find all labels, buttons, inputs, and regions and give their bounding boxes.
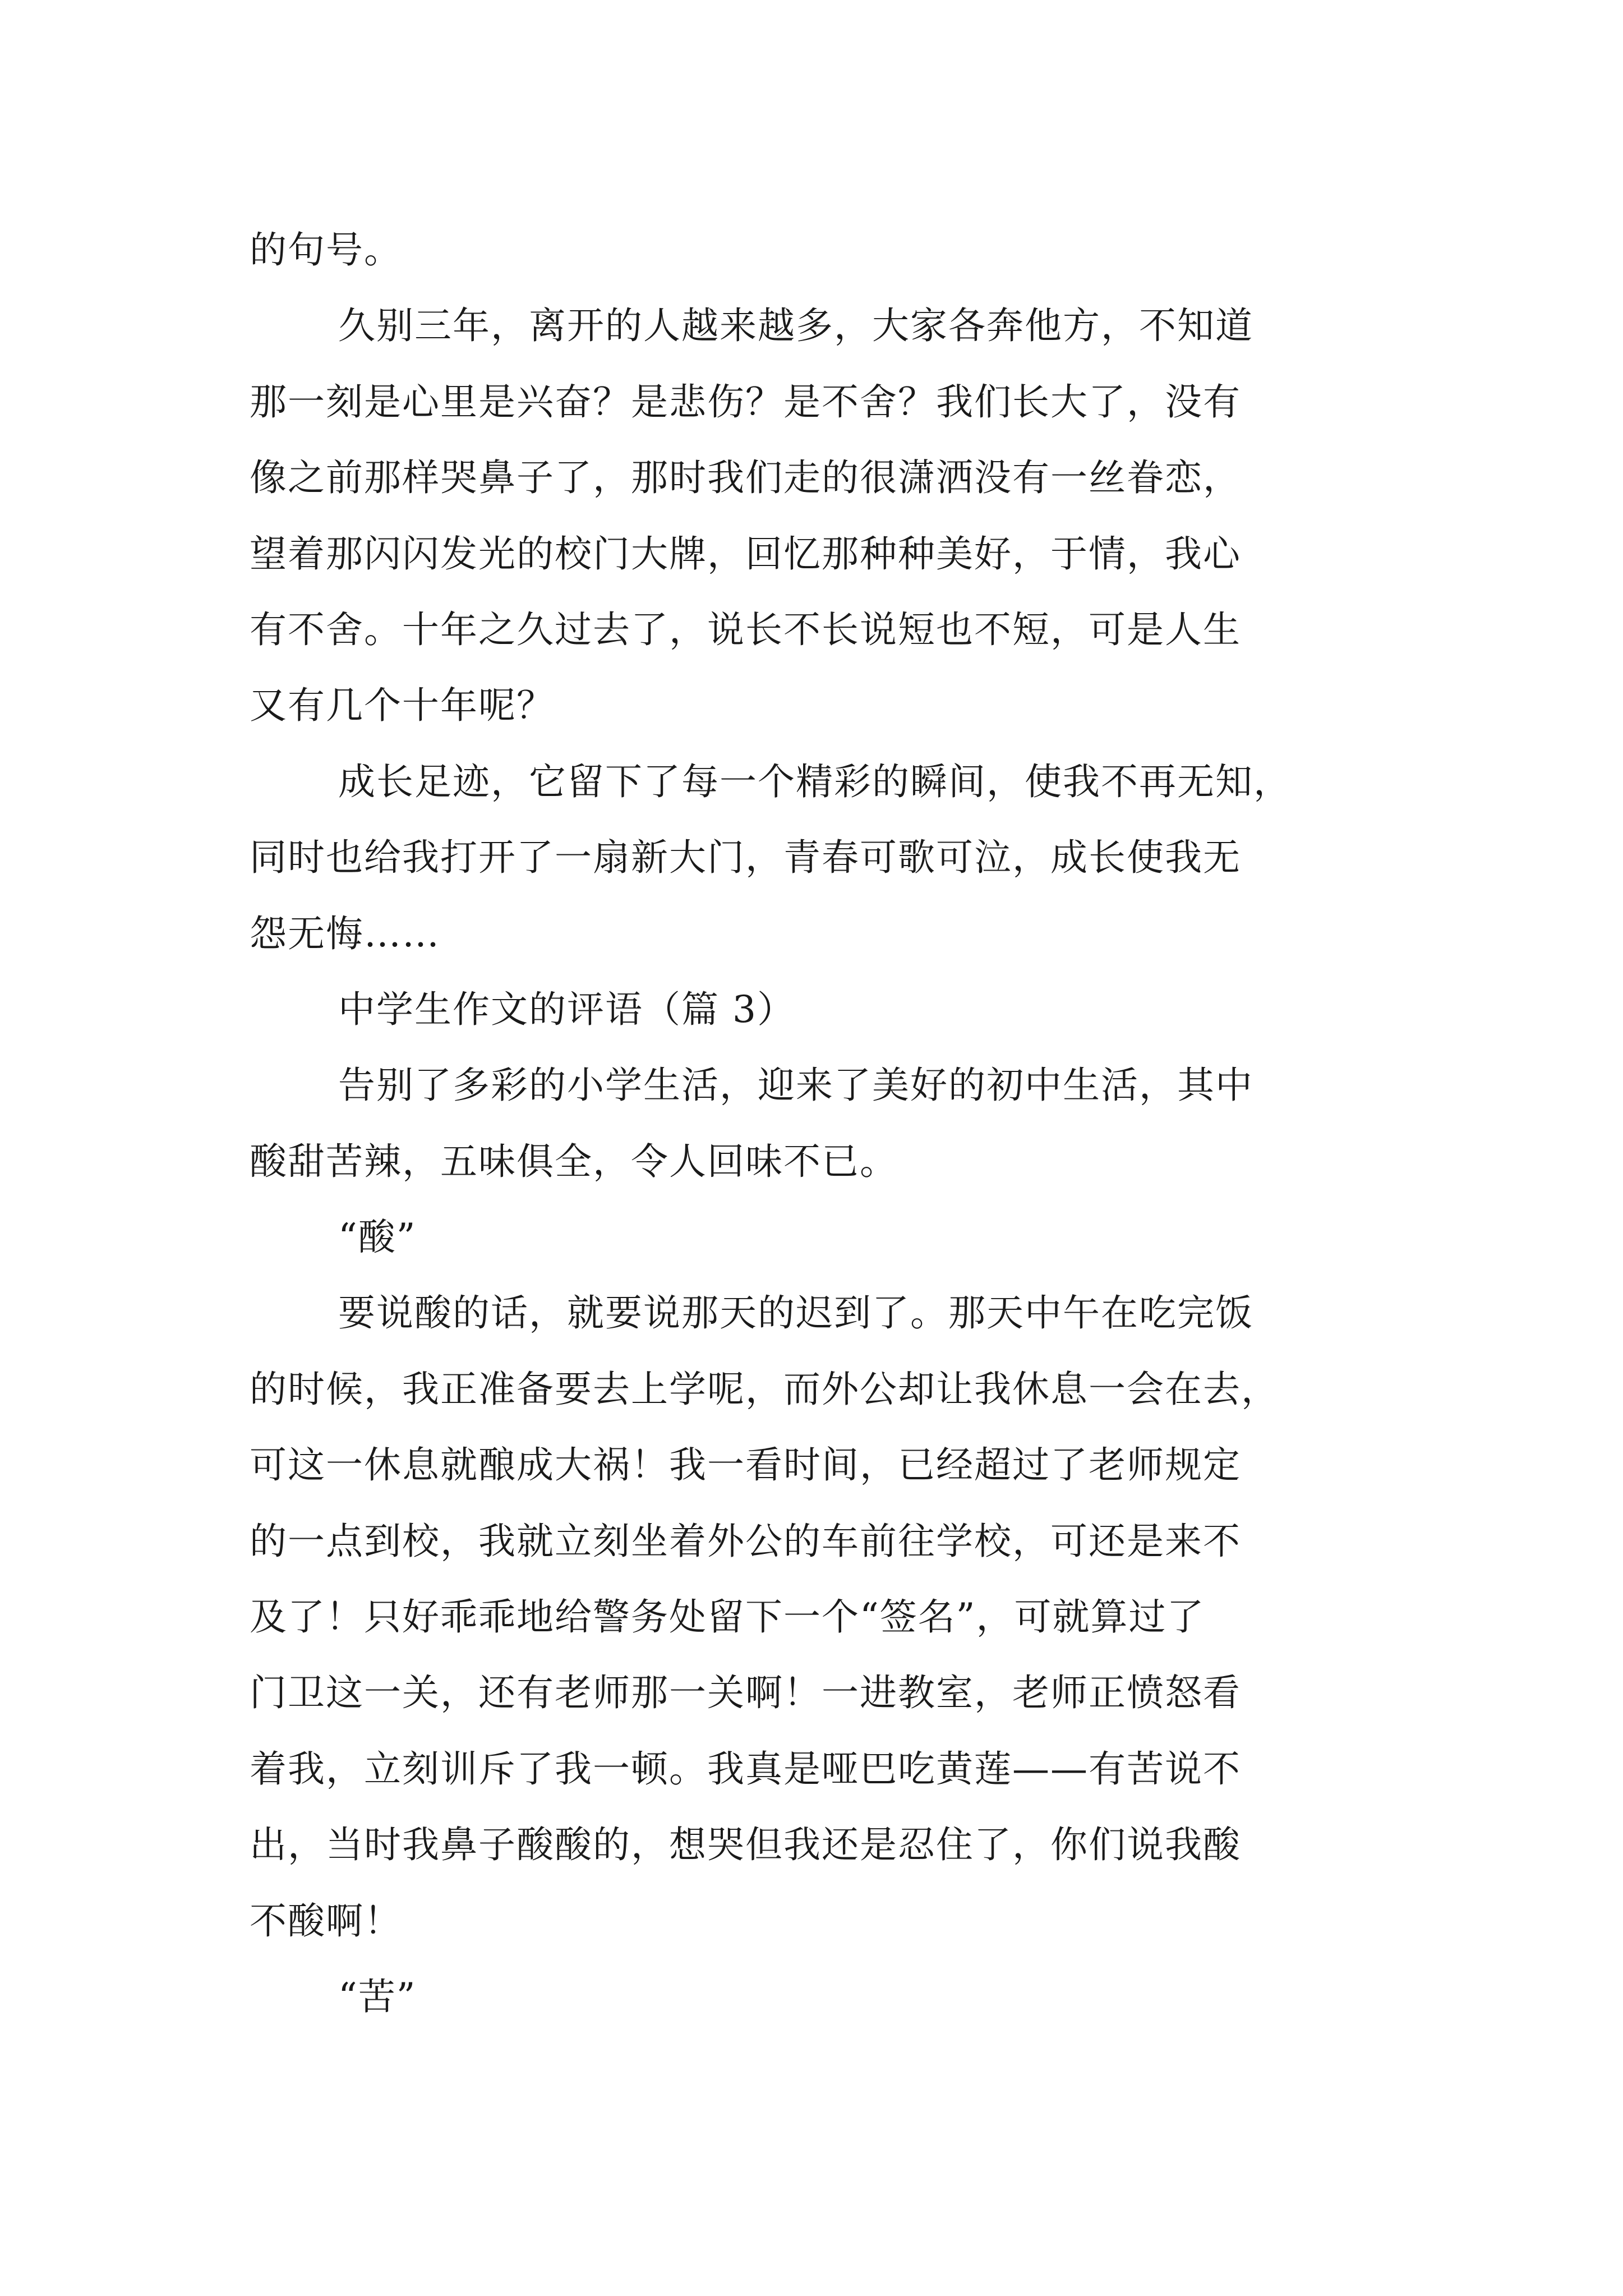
text-line: 的句号。: [250, 228, 402, 272]
text-line: 那一刻是心里是兴奋？是悲伤？是不舍？我们长大了，没有: [250, 380, 1241, 424]
paragraph-start-line: 成长足迹，它留下了每一个精彩的瞬间，使我不再无知，: [338, 760, 1292, 803]
text-line: 有不舍。十年之久过去了，说长不长说短也不短，可是人生: [250, 608, 1241, 651]
text-line: 的一点到校，我就立刻坐着外公的车前往学校，可还是来不: [250, 1519, 1241, 1563]
text-line: 又有几个十年呢？: [250, 684, 555, 728]
section-heading: 中学生作文的评语（篇 3）: [338, 987, 795, 1031]
text-line: 望着那闪闪发光的校门大牌，回忆那种种美好，于情，我心: [250, 532, 1241, 576]
essay-text: [250, 212, 1394, 2035]
text-line: 及了！只好乖乖地给警务处留下一个“签名”，可就算过了: [250, 1595, 1205, 1639]
text-line: 着我，立刻训斥了我一顿。我真是哑巴吃黄莲——有苦说不: [250, 1747, 1241, 1791]
text-line: 不酸啊！: [250, 1899, 402, 1943]
subheading-bitter: “苦”: [338, 1975, 417, 2018]
text-line: 可这一休息就酿成大祸！我一看时间，已经超过了老师规定: [250, 1443, 1241, 1487]
paragraph-start-line: 久别三年，离开的人越来越多，大家各奔他方，不知道: [338, 304, 1253, 348]
text-line: 酸甜苦辣，五味俱全，令人回味不已。: [250, 1139, 898, 1183]
text-line: 像之前那样哭鼻子了，那时我们走的很潇洒没有一丝眷恋，: [250, 456, 1241, 500]
text-line: 出，当时我鼻子酸酸的，想哭但我还是忍住了，你们说我酸: [250, 1823, 1241, 1867]
text-line: 怨无悔……: [250, 912, 440, 955]
paragraph-start-line: 告别了多彩的小学生活，迎来了美好的初中生活，其中: [338, 1064, 1253, 1107]
text-line: 同时也给我打开了一扇新大门，青春可歌可泣，成长使我无: [250, 836, 1241, 880]
paragraph-start-line: 要说酸的话，就要说那天的迟到了。那天中午在吃完饭: [338, 1291, 1253, 1335]
text-line: 的时候，我正准备要去上学呢，而外公却让我休息一会在去，: [250, 1367, 1279, 1411]
subheading-sour: “酸”: [338, 1216, 417, 1259]
text-line: 门卫这一关，还有老师那一关啊！一进教室，老师正愤怒看: [250, 1671, 1241, 1715]
